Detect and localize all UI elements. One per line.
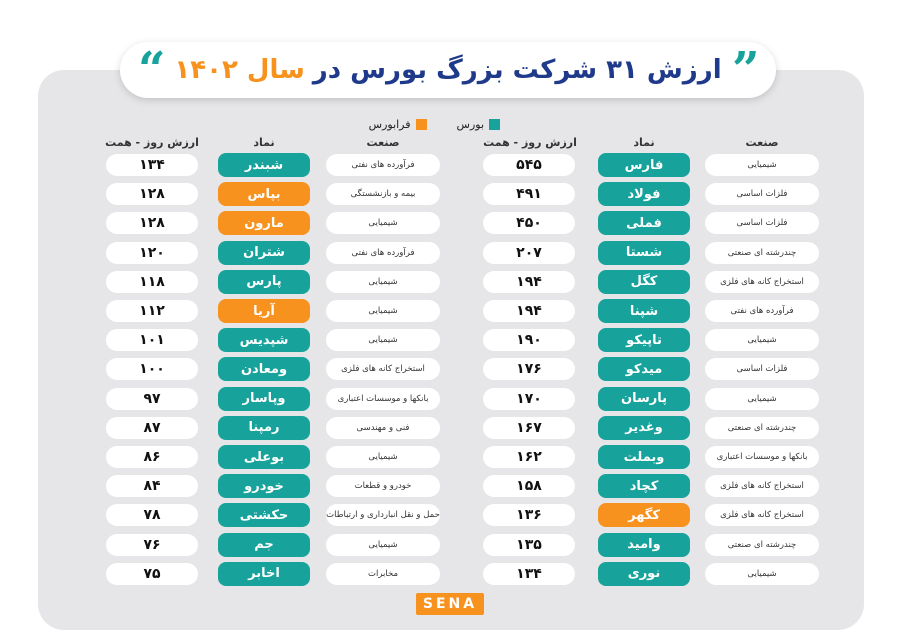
- right-symbol-cell: نوری: [598, 562, 690, 586]
- right-value-cell: ۱۶۷: [483, 417, 575, 439]
- left-symbol-cell: مارون: [218, 211, 310, 235]
- right-industry-cell: فرآورده های نفتی: [705, 300, 819, 322]
- sena-logo: SENA: [416, 593, 484, 615]
- right-value-cell: ۱۳۴: [483, 563, 575, 585]
- left-industry-cell: استخراج کانه های فلزی: [326, 358, 440, 380]
- bourse-swatch-icon: [489, 119, 500, 130]
- right-symbol-cell: فارس: [598, 153, 690, 177]
- right-industry-cell: شیمیایی: [705, 154, 819, 176]
- right-industry-cell: چندرشته ای صنعتی: [705, 242, 819, 264]
- left-industry-cell: شیمیایی: [326, 212, 440, 234]
- right-value-cell: ۲۰۷: [483, 242, 575, 264]
- left-symbol-cell: اخابر: [218, 562, 310, 586]
- right-value-cell: ۱۳۵: [483, 534, 575, 556]
- right-header-value: ارزش روز - همت: [483, 136, 577, 149]
- legend: [370, 116, 500, 132]
- right-header-industry: صنعت: [745, 136, 779, 149]
- right-symbol-cell: میدکو: [598, 357, 690, 381]
- legend-label-bourse: بورس: [456, 117, 484, 131]
- left-symbol-cell: شپدیس: [218, 328, 310, 352]
- left-value-cell: ۱۱۸: [106, 271, 198, 293]
- left-industry-cell: خودرو و قطعات: [326, 475, 440, 497]
- left-header-industry: صنعت: [366, 136, 400, 149]
- right-symbol-cell: کچاد: [598, 474, 690, 498]
- right-symbol-cell: پارسان: [598, 387, 690, 411]
- left-value-cell: ۱۳۴: [106, 154, 198, 176]
- left-header-symbol: نماد: [253, 136, 275, 149]
- right-symbol-cell: کگل: [598, 270, 690, 294]
- left-industry-cell: حمل و نقل انبارداری و ارتباطات: [326, 504, 440, 526]
- left-value-cell: ۸۶: [106, 446, 198, 468]
- left-industry-cell: بیمه و بازنشستگی: [326, 183, 440, 205]
- title-highlight: سال ۱۴۰۲: [174, 55, 305, 85]
- right-industry-cell: استخراج کانه های فلزی: [705, 271, 819, 293]
- right-industry-cell: فلزات اساسی: [705, 358, 819, 380]
- left-value-cell: ۷۶: [106, 534, 198, 556]
- right-symbol-cell: فولاد: [598, 182, 690, 206]
- left-industry-cell: شیمیایی: [326, 271, 440, 293]
- right-industry-cell: شیمیایی: [705, 329, 819, 351]
- left-industry-cell: شیمیایی: [326, 300, 440, 322]
- left-industry-cell: فنی و مهندسی: [326, 417, 440, 439]
- left-value-cell: ۱۰۰: [106, 358, 198, 380]
- legend-label-farabourse: فرابورس: [368, 117, 411, 131]
- left-header-value: ارزش روز - همت: [105, 136, 199, 149]
- left-industry-cell: مخابرات: [326, 563, 440, 585]
- left-symbol-cell: حکشتی: [218, 503, 310, 527]
- right-value-cell: ۱۷۰: [483, 388, 575, 410]
- left-value-cell: ۹۷: [106, 388, 198, 410]
- left-symbol-cell: بوعلی: [218, 445, 310, 469]
- right-industry-cell: استخراج کانه های فلزی: [705, 504, 819, 526]
- right-symbol-cell: کگهر: [598, 503, 690, 527]
- left-symbol-cell: ومعادن: [218, 357, 310, 381]
- right-value-cell: ۱۹۴: [483, 271, 575, 293]
- left-value-cell: ۱۱۲: [106, 300, 198, 322]
- right-symbol-cell: وبملت: [598, 445, 690, 469]
- left-symbol-cell: جم: [218, 533, 310, 557]
- left-value-cell: ۱۲۰: [106, 242, 198, 264]
- left-industry-cell: بانکها و موسسات اعتباری: [326, 388, 440, 410]
- right-value-cell: ۱۹۰: [483, 329, 575, 351]
- right-value-cell: ۱۶۲: [483, 446, 575, 468]
- left-industry-cell: فرآورده های نفتی: [326, 242, 440, 264]
- left-symbol-cell: خودرو: [218, 474, 310, 498]
- left-industry-cell: شیمیایی: [326, 534, 440, 556]
- left-symbol-cell: رمپنا: [218, 416, 310, 440]
- title-banner: [120, 42, 776, 98]
- right-industry-cell: فلزات اساسی: [705, 183, 819, 205]
- left-value-cell: ۸۷: [106, 417, 198, 439]
- left-symbol-cell: بپاس: [218, 182, 310, 206]
- right-value-cell: ۱۷۶: [483, 358, 575, 380]
- right-industry-cell: بانکها و موسسات اعتباری: [705, 446, 819, 468]
- left-value-cell: ۱۰۱: [106, 329, 198, 351]
- left-industry-cell: شیمیایی: [326, 329, 440, 351]
- left-symbol-cell: آریا: [218, 299, 310, 323]
- right-symbol-cell: تاپیکو: [598, 328, 690, 352]
- right-value-cell: ۴۹۱: [483, 183, 575, 205]
- left-industry-cell: فرآورده های نفتی: [326, 154, 440, 176]
- left-industry-cell: شیمیایی: [326, 446, 440, 468]
- farabourse-swatch-icon: [416, 119, 427, 130]
- right-industry-cell: شیمیایی: [705, 563, 819, 585]
- right-header-symbol: نماد: [633, 136, 655, 149]
- left-value-cell: ۱۲۸: [106, 183, 198, 205]
- left-symbol-cell: پارس: [218, 270, 310, 294]
- right-symbol-cell: وغدیر: [598, 416, 690, 440]
- left-symbol-cell: وپاسار: [218, 387, 310, 411]
- left-value-cell: ۷۸: [106, 504, 198, 526]
- left-value-cell: ۷۵: [106, 563, 198, 585]
- right-symbol-cell: شستا: [598, 241, 690, 265]
- right-industry-cell: شیمیایی: [705, 388, 819, 410]
- right-value-cell: ۵۴۵: [483, 154, 575, 176]
- left-value-cell: ۸۴: [106, 475, 198, 497]
- quote-right-icon: ”: [732, 42, 760, 98]
- quote-left-icon: “: [138, 42, 166, 98]
- right-symbol-cell: وامید: [598, 533, 690, 557]
- right-value-cell: ۱۵۸: [483, 475, 575, 497]
- right-industry-cell: استخراج کانه های فلزی: [705, 475, 819, 497]
- title-text: ارزش ۳۱ شرکت بزرگ بورس در: [312, 55, 722, 85]
- right-industry-cell: چندرشته ای صنعتی: [705, 534, 819, 556]
- left-symbol-cell: شتران: [218, 241, 310, 265]
- legend-item-farabourse: [369, 118, 427, 131]
- right-value-cell: ۱۹۴: [483, 300, 575, 322]
- legend-item-bourse: [457, 118, 500, 131]
- right-industry-cell: فلزات اساسی: [705, 212, 819, 234]
- right-value-cell: ۴۵۰: [483, 212, 575, 234]
- right-value-cell: ۱۳۶: [483, 504, 575, 526]
- right-symbol-cell: فملی: [598, 211, 690, 235]
- right-industry-cell: چندرشته ای صنعتی: [705, 417, 819, 439]
- left-symbol-cell: شبندر: [218, 153, 310, 177]
- right-symbol-cell: شپنا: [598, 299, 690, 323]
- left-value-cell: ۱۲۸: [106, 212, 198, 234]
